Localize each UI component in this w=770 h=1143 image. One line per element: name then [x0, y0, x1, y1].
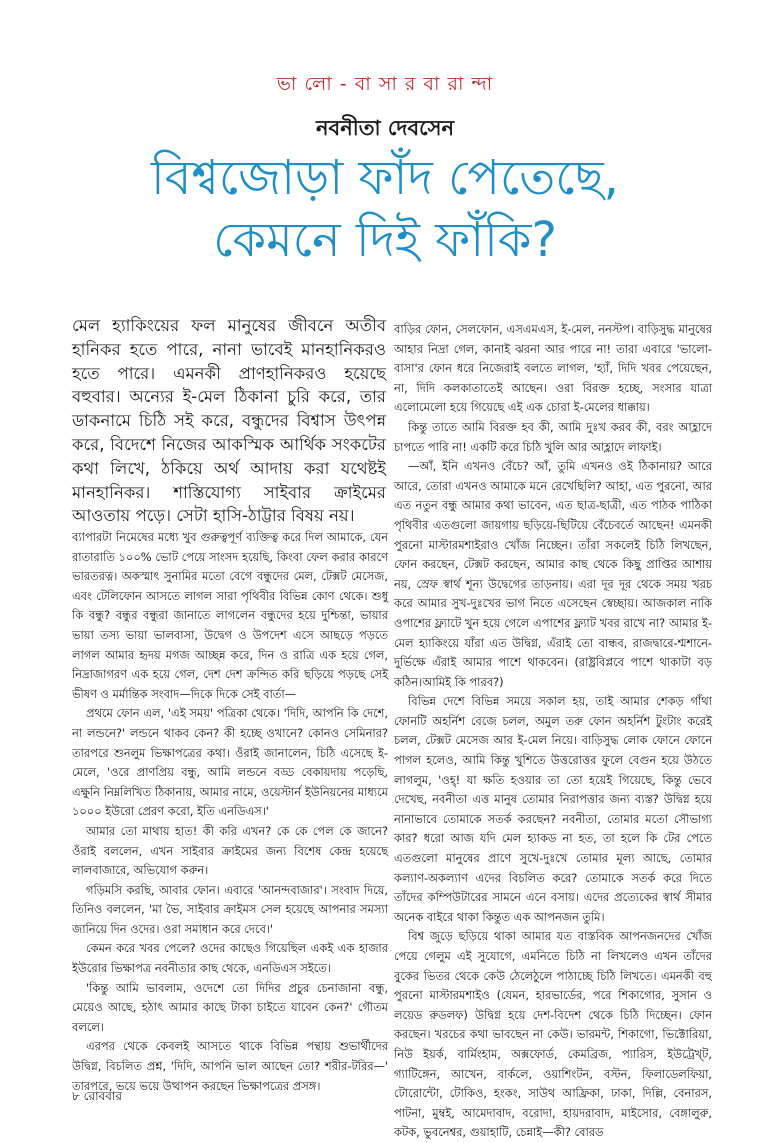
left-paragraph-3: আমার তো মাথায় হাত! কী করি এখন? কে কে পেল কে জানে? ওঁরাই বললেন, এখন সাইবার ক্রাইমের জন্য বিশেষ কেন্দ্র হয়েছে লালবাজারে, অভিযোগ করুন। — [72, 823, 388, 878]
right-column — [394, 320, 712, 1143]
right-paragraph-3: —আঁ, ইনি এখনও বেঁচে? আঁ, তুমি এখনও ওই ঠিকানায়? আরে আরে, তোরা এখনও আমাকে মনে রেখেছিলি? আহা, এত পুরনো, আর এত নতুন বন্ধু আমার কথা ভাবেন, এত ছাত্র-ছাত্রী, এত পাঠক পাঠিকা পৃথিবীর এতগুলো জায়গায় ছড়িয়ে-ছিটিয়ে বেঁচেবর্তে আছেন! এমনকী পুরনো মাস্টারমশাইরাও খোঁজ নিচ্ছেন। তাঁরা সকলেই চিঠি লিখছেন, ফোন করছেন, টেক্সট করছেন, আমার কাছ থেকে কিছু প্রাপ্তির আশায় নয়, স্রেফ স্বার্থ শূন্য উদ্বেগের তাড়নায়। এরা দূর দূর থেকে সময় খরচ করে আমার সুখ-দুঃখের ভাগ নিতে এসেছেন স্বেচ্ছায়। আজকাল নাকি ওপাশের ফ্ল্যাটে খুন হয়ে গেলে এপাশের ফ্ল্যাট খবর রাখে না? আমার ই-মেল হ্যাকিংয়ে যাঁরা এত উদ্বিগ্ন, এঁরাই তো বান্ধব, রাজদ্বারে-শ্মশানে-দুর্ভিক্ষে এঁরাই আমার পাশে থাকবেন। (রাষ্ট্রবিপ্লবে পাশে থাকাটা বড় কঠিন।আমিই কি পারব?) — [394, 459, 712, 689]
left-paragraph-1: ব্যাপারটা নিমেষের মধ্যে খুব গুরুত্বপূর্ণ ব্যক্তিত্ব করে দিল আমাকে, যেন রাতারাতি ১০০% ভোট পেয়ে সাংসদ হয়েছি, কিংবা ফেল করার কারণে ভারতরত্ন। অকস্মাৎ সুনামির মতো বেগে বন্ধুদের মেল, টেক্সট মেসেজ, এবং টেলিফোন আসতে লাগল সারা পৃথিবীর বিভিন্ন কোণ থেকে। শুধু কি বন্ধু? বন্ধুর বন্ধুরা জানাতে লাগলেন বন্ধুদের হয়ে দুশ্চিন্তা, ভায়ার ভায়া তস্য ভায়া ভালবাসা, উদ্বেগ ও উপদেশ এসে আছড়ে পড়তে লাগল আমার হৃদয় মগজ আচ্ছন্ন করে, দিন ও রাত্রি এক হয়ে গেল, নিদ্রাজাগরণ এক হয়ে গেল, দেশ দেশ ক্রন্দিত করি ছড়িয়ে পড়ছে সেই ভীষণ ও মর্মান্তিক সংবাদ—দিকে দিকে সেই বার্তা— — [72, 530, 388, 701]
left-paragraph-7: এরপর থেকে কেবলই আসতে থাকে বিভিন্ন পন্থায় শুভার্থীদের উদ্বিগ্ন, বিচলিত প্রশ্ন, 'দিদি, আপনি ভাল আছেন তো? শরীর-টরির—' তারপরে, ভয়ে ভয়ে উত্থাপন করছেন ভিক্ষাপত্রের প্রসঙ্গ। — [72, 1039, 388, 1093]
author-byline: নবনীতা দেবসেন — [315, 116, 454, 140]
right-paragraph-2: কিন্তু তাতে আমি বিরক্ত হব কী, আমি দুঃখ করব কী, বরং আহ্লাদে চাপতে পারি না! একটি করে চিঠি খুলি আর আহ্লাদে লাফাই। — [394, 419, 712, 454]
section-title: ভা লো - বা সা র বা রা ন্দা — [276, 73, 494, 95]
right-paragraph-5: বিশ্ব জুড়ে ছড়িয়ে থাকা আমার যত বাস্তবিক আপনজনদের খোঁজ পেয়ে গেলুম এই সুযোগে, এমনিতে চিঠি না লিখলেও এখন তাঁদের বুকের ভিতর থেকে কেউ ঠেলেঠুলে পাঠাচ্ছে চিঠি লিখতে। এমনকী বহু পুরনো মাস্টারমশাইও (যেমন, হারভার্ডের, পরে শিকাগোর, সুসান ও লয়েড রুডলফ) উদ্বিগ্ন হয়ে দেশ-বিদেশ থেকে চিঠি দিচ্ছেন। ফোন করছেন। খরচের কথা ভাবছেন না কেউ। ভারমন্ট, শিকাগো, ভিক্টোরিয়া, নিউ ইয়র্ক, বার্মিংহাম, অক্সফোর্ড, কেমব্রিজ, প্যারিস, ইউট্রেখ্ট, গ্যাটিঙ্গেন, আখেন, বার্কলে, ওয়াশিংটন, বস্টন, ফিলাডেলফিয়া, টোরোন্টো, টোকিও, হংকং, সাউথ আফ্রিকা, ঢাকা, দিল্লি, বেনারস, পাটনা, মুম্বই, আমেদাবাদ, বরোদা, হায়দরাবাদ, মাইসোর, বেঙ্গালুরু, কটক, ভুবনেশ্বর, গুয়াহাটি, চেন্নাই—কী? বোরড — [394, 929, 712, 1140]
right-paragraph-4: বিভিন্ন দেশে বিভিন্ন সময়ে সকাল হয়, তাই আমার শেকড় গাঁথা ফোনটি অহর্নিশ বেজে চলল, অমুল তরু ফোন অহর্নিশ টুংটাং করেই চলল, টেক্সট মেসেজ আর ই-মেল নিয়ে। বাড়িসুদ্ধ লোক ফোনে ফোনে পাগল হলেও, আমি কিন্তু খুশিতে উত্তরোত্তর ফুলে বেগুন হয়ে উঠতে লাগলুম, 'ওহ্! যা ক্ষতি হওয়ার তা তো হয়েই গিয়েছে, কিন্তু ভেবে দেখেছ, নবনীতা এত্ত মানুষ তোমার নিরাপত্তার জন্য ব্যস্ত? উদ্বিগ্ন হয়ে নানাভাবে তোমাকে সতর্ক করছেন? নবনীতা, তোমার মতো সৌভাগ্য কার? ধরো আজ যদি মেল হ্যাকড না হত, তা হলে কি টের পেতে এতগুলো মানুষের প্রাণে সুখে-দুঃখে তোমার মূল্য আছে, তোমার কল্যাণ-অকল্যাণ এদের বিচলিত করে? তোমাকে সতর্ক করে দিতে তাঁদের কম্পিউটারের সামনে এনে বসায়। এদের প্রত্যেকের স্বার্থ সীমার অনেক বাইরে থাকা কিন্তুত এক আপনজন তুমি। — [394, 694, 712, 924]
left-paragraph-4: গড়িমসি করছি, আবার ফোন। এবারে 'আনন্দবাজার'। সংবাদ দিয়ে, তিনিও বললেন, 'মা ভৈ, সাইবার ক্রাইমস সেল হয়েছে আপনার সমস্যা জানিয়ে দিন ওদের। ওরা সমাধান করে দেবে।' — [72, 882, 388, 936]
headline-line-2: কেমনে দিই ফাঁকি? — [213, 212, 557, 268]
page-folio: ৮ রোববার — [72, 1089, 122, 1103]
left-paragraph-6: 'কিন্তু আমি ভাবলাম, ওদেশে তো দিদির প্রচুর চেনাজানা বন্ধু, মেয়েও আছে, হঠাৎ আমার কাছে টাকা চাইতে যাবেন কেন?' গৌতম বললে। — [72, 980, 388, 1034]
left-paragraph-2: প্রথমে ফোন এল, 'এই সময়' পত্রিকা থেকে। 'দিদি, আপনি কি দেশে, না লন্ডনে?' লন্ডনে থাকব কেন? কী হচ্ছে ওখানে? কোনও সেমিনার? তারপরে শুনলুম ভিক্ষাপত্রের কথা। ওঁরাই জানালেন, চিঠি এসেছে ই-মেলে, 'ওরে প্রাণপ্রিয় বন্ধু, আমি লন্ডনে বড্ড বেকায়দায় পড়েছি, এক্ষুনি নিম্নলিখিত ঠিকানায়, আমার নামে, ওয়েস্টার্ন ইউনিয়নের মাধ্যমে ১০০০ ইউরো প্রেরণ করো, ইতি এনডিএস।' — [72, 706, 388, 819]
left-paragraph-5: কেমন করে খবর পেলে? ওদের কাছেও গিয়েছিল একই এক হাজার ইউরোর ভিক্ষাপত্র নবনীতার কাছ থেকে, এনডিএস সইতে। — [72, 941, 388, 976]
left-column — [72, 528, 388, 1096]
lead-paragraph: মেল হ্যাকিংয়ের ফল মানুষের জীবনে অতীব হানিকর হতে পারে, নানা ভাবেই মানহানিকরও হতে পারে। এমনকী প্রাণহানিকরও হয়েছে বহুবার। অন্যের ই-মেল ঠিকানা চুরি করে, তার ডাকনামে চিঠি সই করে, বন্ধুদের বিশ্বাস উৎপন্ন করে, বিদেশে নিজের আকস্মিক আর্থিক সংকটের কথা লিখে, ঠকিয়ে অর্থ আদায় করা যথেষ্টই মানহানিকর। শাস্তিযোগ্য সাইবার ক্রাইমের আওতায় পড়ে। সেটা হাসি-ঠাট্টার বিষয় নয়। — [72, 316, 386, 526]
headline-line-1: বিশ্বজোড়া ফাঁদ পেতেছে, — [151, 150, 619, 206]
right-paragraph-1: বাড়ির ফোন, সেলফোন, এসএমএস, ই-মেল, ননস্টপ। বাড়িসুদ্ধ মানুষের আহার নিদ্রা গেল, কানাই ঝরনা আর পারে না! তারা এবারে 'ভালো-বাসা'র ফোন ধরে নিজেরাই বলতে লাগল, 'হ্যাঁ, দিদি খবর পেয়েছেন, না, দিদি কলকাতাতেই আছেন। ওরা বিরক্ত হচ্ছে, সংসার যাত্রা এলোমেলো হয়ে গিয়েছে এই এক চোরা ই-মেলের ধাক্কায়। — [394, 322, 712, 415]
